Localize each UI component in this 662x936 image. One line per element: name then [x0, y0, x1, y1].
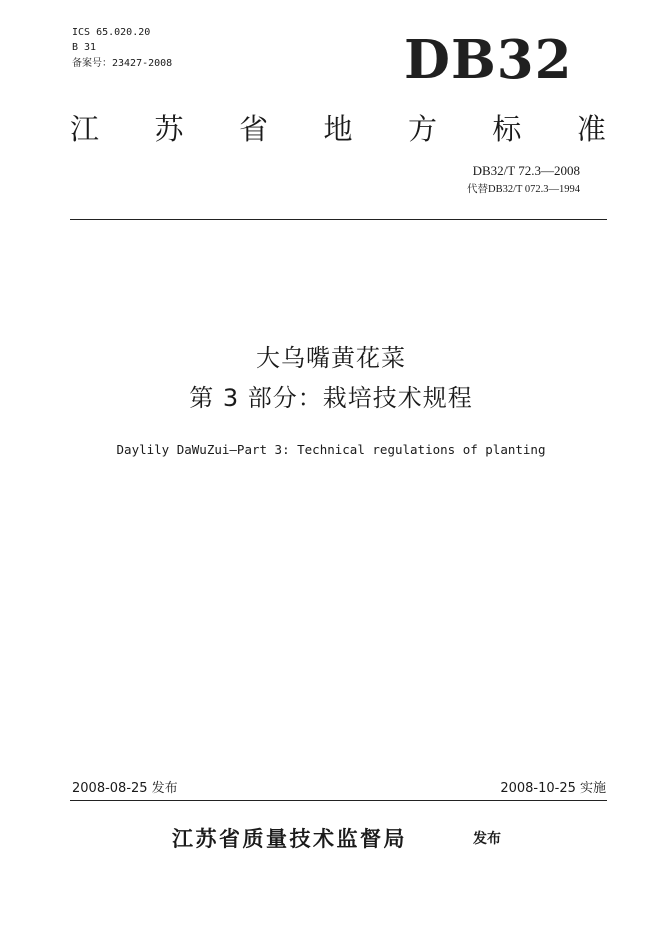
document-title: 大乌嘴黄花菜 — [256, 344, 406, 372]
standard-type-char: 方 — [407, 112, 437, 146]
replaces-standard: 代替DB32/T 072.3—1994 — [467, 184, 580, 195]
db32-logo: DB32 — [404, 29, 573, 91]
standard-type-heading — [70, 110, 606, 148]
document-subtitle: 第 3 部分：栽培技术规程 — [189, 384, 473, 412]
ics-code: ICS 65.020.20 — [72, 27, 151, 38]
publisher-name: 江苏省质量技术监督局 — [172, 827, 407, 851]
publish-label: 发布 — [473, 831, 501, 847]
standard-type-char: 准 — [576, 112, 606, 146]
english-title: Daylily DaWuZui—Part 3: Technical regulations of planting — [116, 442, 546, 457]
top-divider — [70, 219, 607, 220]
bottom-divider — [70, 800, 607, 801]
standard-type-char: 苏 — [154, 112, 184, 146]
implementation-date: 2008-10-25 实施 — [500, 781, 606, 796]
standard-type-char: 江 — [70, 112, 100, 146]
standard-code: DB32/T 72.3—2008 — [472, 163, 580, 178]
issue-date: 2008-08-25 发布 — [72, 781, 178, 796]
record-number: 备案号：23427-2008 — [72, 58, 173, 69]
classification-code: B 31 — [72, 42, 97, 53]
standard-type-char: 标 — [492, 112, 522, 146]
standard-type-char: 省 — [238, 112, 268, 146]
standard-type-char: 地 — [323, 112, 353, 146]
